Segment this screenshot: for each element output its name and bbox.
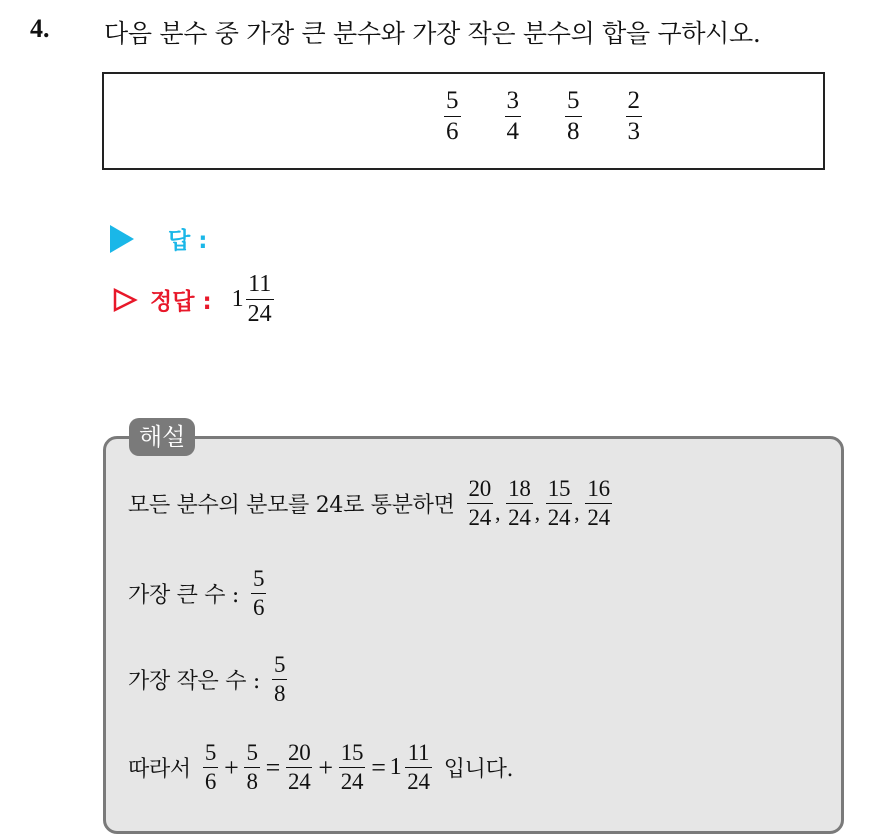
plus-sign: + [224, 752, 239, 782]
fraction-numerator: 5 [253, 566, 265, 591]
solution-tag: 해설 [129, 418, 195, 456]
fraction-numerator: 15 [340, 740, 364, 765]
smallest-fraction [272, 653, 287, 706]
fraction-numerator: 11 [407, 740, 430, 765]
fraction-numerator: 18 [508, 476, 531, 501]
solution-line-3-text: 가장 작은 수 : [128, 669, 260, 695]
equation-fraction [203, 741, 218, 794]
question-number: 4. [30, 14, 50, 43]
fraction-denominator: 24 [407, 769, 430, 795]
fraction-bar [444, 116, 461, 117]
correct-answer-row [112, 272, 274, 327]
fraction-numerator: 5 [273, 652, 286, 677]
fraction-item [444, 88, 461, 146]
comma: , [494, 500, 501, 526]
solution-line-2-text: 가장 큰 수 : [128, 583, 239, 609]
equals-sign: = [371, 752, 386, 782]
equation-fraction [244, 741, 259, 794]
fraction-denominator: 24 [468, 505, 491, 531]
mixed-fraction [246, 272, 274, 327]
fraction-bar [467, 503, 493, 504]
fraction-denominator: 24 [508, 505, 531, 531]
comma: , [574, 500, 580, 526]
common-fraction [585, 477, 611, 530]
solution-line-4-suffix: 입니다. [443, 757, 514, 783]
solution-box [103, 436, 844, 834]
correct-answer-label: 정답 : [150, 289, 212, 316]
fraction-numerator: 5 [446, 87, 459, 114]
plus-sign: + [318, 752, 333, 782]
fraction-bar [244, 767, 259, 768]
common-fraction [546, 477, 572, 530]
fraction-bar [251, 593, 266, 594]
mixed-whole: 1 [231, 286, 244, 313]
fraction-numerator: 20 [468, 476, 491, 501]
fraction-item [626, 88, 643, 146]
fraction-bar [546, 503, 572, 504]
fraction-numerator: 3 [506, 87, 519, 114]
fraction-denominator: 6 [253, 595, 265, 621]
solution-line-3 [128, 653, 289, 706]
fraction-bar [203, 767, 218, 768]
fraction-numerator: 20 [288, 740, 311, 765]
question-text: 다음 분수 중 가장 큰 분수와 가장 작은 분수의 합을 구하시오. [104, 19, 761, 48]
solution-line-4 [128, 741, 513, 794]
fraction-bar [506, 503, 532, 504]
fraction-bar [246, 299, 274, 300]
fraction-numerator: 5 [567, 87, 580, 114]
comma: , [534, 500, 540, 526]
common-fraction [506, 477, 532, 530]
fraction-bar [286, 767, 312, 768]
solution-line-4-prefix: 따라서 [128, 757, 191, 783]
fraction-numerator: 2 [627, 87, 640, 114]
fraction-numerator: 15 [547, 476, 571, 501]
fraction-bar [272, 679, 287, 680]
fraction-item [505, 88, 522, 146]
outline-triangle-icon [112, 287, 138, 313]
fraction-denominator: 6 [446, 118, 459, 146]
fraction-denominator: 24 [587, 505, 610, 531]
correct-answer-value [232, 272, 274, 327]
fraction-bar [585, 503, 611, 504]
solution-line-1 [128, 477, 614, 530]
fraction-denominator: 6 [204, 769, 217, 795]
mixed-whole: 1 [389, 754, 402, 781]
fraction-denominator: 3 [627, 118, 640, 146]
fraction-box [102, 72, 825, 170]
fraction-bar [626, 116, 643, 117]
fraction-numerator: 5 [204, 740, 217, 765]
answer-label: 답 : [168, 228, 208, 254]
fraction-bar [505, 116, 522, 117]
mixed-fraction [405, 741, 431, 794]
solution-line-1-text: 모든 분수의 분모를 24로 통분하면 [128, 493, 455, 519]
answer-row [110, 222, 207, 255]
fraction-denominator: 8 [273, 681, 286, 707]
play-triangle-icon [110, 225, 134, 253]
fraction-bar [565, 116, 582, 117]
fraction-denominator: 24 [547, 505, 571, 531]
fraction-denominator: 4 [506, 118, 519, 146]
fraction-numerator: 11 [248, 271, 272, 297]
fraction-item [565, 88, 582, 146]
equation-fraction [286, 741, 312, 794]
fraction-numerator: 16 [587, 476, 610, 501]
fraction-denominator: 24 [288, 769, 311, 795]
fraction-denominator: 8 [246, 769, 258, 795]
largest-fraction [251, 567, 266, 620]
fraction-denominator: 8 [567, 118, 580, 146]
equals-sign: = [265, 752, 281, 782]
fraction-list [444, 88, 642, 146]
fraction-bar [405, 767, 431, 768]
equation-result [390, 741, 434, 794]
fraction-denominator: 24 [340, 769, 364, 795]
fraction-denominator: 24 [247, 301, 272, 328]
common-fraction [467, 477, 493, 530]
equation-fraction [339, 741, 365, 794]
fraction-numerator: 5 [246, 740, 258, 765]
solution-line-2 [128, 567, 268, 620]
fraction-bar [339, 767, 365, 768]
